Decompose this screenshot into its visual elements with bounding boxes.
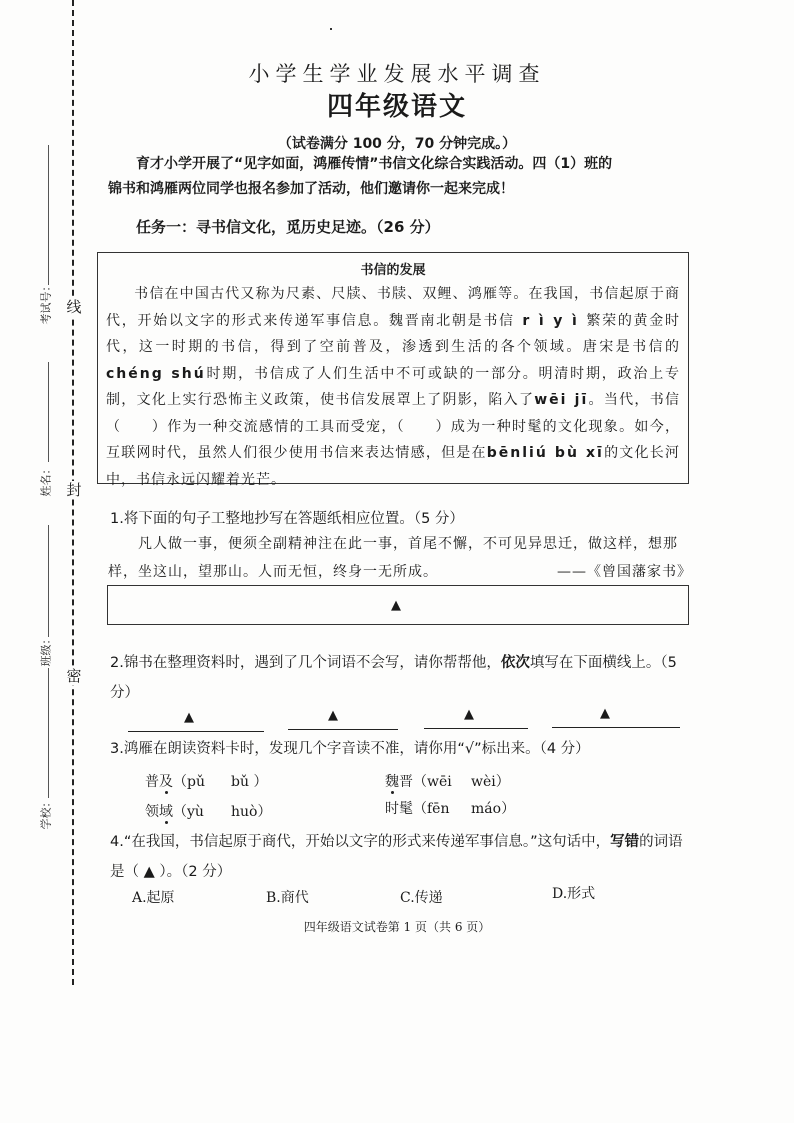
reading-seg-3: 时期，书信成了人们生活中不可或缺的一部分。明清时期，政治上专制，文化上实行恐怖主义政策，使书信发展罩上了阴影，陷入了 [106, 365, 681, 408]
question-4-choices [132, 887, 692, 911]
reading-seg-1: 书信在中国古代又称为尺素、尺牍、书牍、双鲤、鸿雁等。在我国，书信起原于商代，开始以文字的形式来传递军事信息。魏晋南北朝是书信 [106, 286, 680, 329]
choice-d[interactable]: D.形式 [552, 886, 596, 902]
option-huo[interactable]: huò [231, 804, 258, 820]
option-bu[interactable]: bǔ [231, 774, 249, 790]
answer-blank-4[interactable] [552, 703, 680, 728]
intro-line-1: 育才小学开展了“见字如面，鸿雁传情”书信文化综合实践活动。四（1）班的 [136, 156, 613, 172]
name-label: 姓名： [39, 463, 53, 497]
exam-title: 小学生学业发展水平调查 [248, 62, 546, 86]
pronunciation-item-weijin: 魏晋（wēi wèi） [385, 774, 510, 790]
page-footer: 四年级语文试卷第 1 页（共 6 页） [303, 920, 491, 934]
reading-title: 书信的发展 [360, 263, 426, 278]
answer-blank-1[interactable] [128, 707, 264, 732]
reading-seg-4: 。当代，书信（ ）作为一种交流感情的工具而受宠，（ ）成为一种时髦的文化现象。如今，互联网时代，虽然人们很少使用书信来表达情感，但是在 [106, 392, 681, 461]
option-wei4[interactable]: wèi [471, 774, 496, 790]
choice-a[interactable]: A.起原 [132, 890, 175, 906]
choice-b[interactable]: B.商代 [266, 890, 309, 906]
pinyin-riyi: r ì y ì [514, 312, 587, 329]
school-label: 学校： [39, 796, 53, 830]
answer-marker-icon: ▲ [464, 707, 474, 722]
pinyin-chengshu: chéng shú [106, 365, 206, 382]
question-2-blanks [128, 706, 688, 732]
quote-source: ——《曾国藩家书》 [557, 564, 692, 580]
answer-blank-3[interactable] [424, 704, 528, 729]
intro-line-2: 锦书和鸿雁两位同学也报名参加了活动，他们邀请你一起来完成！ [108, 181, 514, 197]
task1-title: 任务一：寻书信文化，觅历史足迹。（26 分） [136, 218, 440, 236]
cut-mark-xian: 线 [64, 298, 84, 316]
class-line[interactable] [48, 525, 49, 637]
question-1-quote [108, 530, 692, 586]
quote-text: 凡人做一事，便须全副精神注在此一事，首尾不懈，不可见异思迁，做这样，想那样，坐这山，望那山。人而无恒，终身一无所成。 [108, 536, 678, 580]
intro-paragraph [108, 152, 692, 202]
question-1-prompt: 1.将下面的句子工整地抄写在答题纸相应位置。（5 分） [110, 511, 464, 527]
exam-number-label: 考试号： [39, 280, 53, 325]
reading-body [106, 281, 680, 493]
question-1-answer-box[interactable] [107, 585, 689, 625]
exam-number-line[interactable] [48, 145, 49, 285]
answer-blank-2[interactable] [288, 705, 398, 730]
reading-seg-2: 繁荣的黄金时代，这一时期的书信，得到了空前普及，渗透到生活的各个领域。唐宋是书信的 [106, 312, 681, 355]
option-mao[interactable]: máo [471, 801, 502, 817]
emphasis-xiecuo: 写错 [610, 834, 640, 850]
class-label: 班级： [39, 633, 53, 667]
exam-subject-title: 四年级语文 [326, 92, 467, 122]
answer-marker-icon: ▲ [391, 598, 401, 613]
answer-marker-icon: ▲ [184, 710, 194, 725]
reading-seg-5: 的文化长河中，书信永远闪耀着光芒。 [106, 445, 680, 488]
answer-marker-icon: ▲ [600, 706, 610, 721]
school-line[interactable] [48, 668, 49, 798]
reading-passage-box [97, 252, 689, 488]
emphasis-yici: 依次 [500, 655, 530, 671]
pinyin-benliubuxi: bēnliú bù xī [486, 445, 604, 461]
name-line[interactable] [48, 362, 49, 462]
pronunciation-item-shimao: 时髦（fēn máo） [385, 801, 516, 817]
question-2-prompt: 2.锦书在整理资料时，遇到了几个词语不会写，请你帮帮他，依次填写在下面横线上。（5 分） [110, 655, 677, 701]
top-dot [330, 28, 332, 30]
cut-mark-mi: 密 [64, 667, 84, 685]
option-pu[interactable]: pǔ [187, 774, 205, 790]
option-yu[interactable]: yù [187, 804, 204, 820]
exam-note: （试卷满分 100 分，70 分钟完成。） [277, 136, 517, 152]
pronunciation-item-lingyu: 领域（yù huò） [145, 804, 272, 820]
option-fen[interactable]: fēn [427, 801, 450, 817]
option-wei1[interactable]: wēi [427, 774, 452, 790]
question-3-prompt: 3.鸿雁在朗读资料卡时，发现几个字音读不准，请你用“√”标出来。（4 分） [110, 741, 590, 757]
cut-mark-feng: 封 [64, 481, 84, 499]
choice-c[interactable]: C.传递 [400, 890, 443, 906]
pronunciation-item-puji: 普及（pǔ bǔ ） [145, 774, 268, 790]
question-4-prompt: 4.“在我国，书信起原于商代，开始以文字的形式来传递军事信息。”这句话中，写错的词语是（ ▲ ）。（2 分） [110, 834, 683, 880]
answer-marker-icon: ▲ [328, 708, 338, 723]
pinyin-weiji: wēi jī [534, 392, 589, 408]
